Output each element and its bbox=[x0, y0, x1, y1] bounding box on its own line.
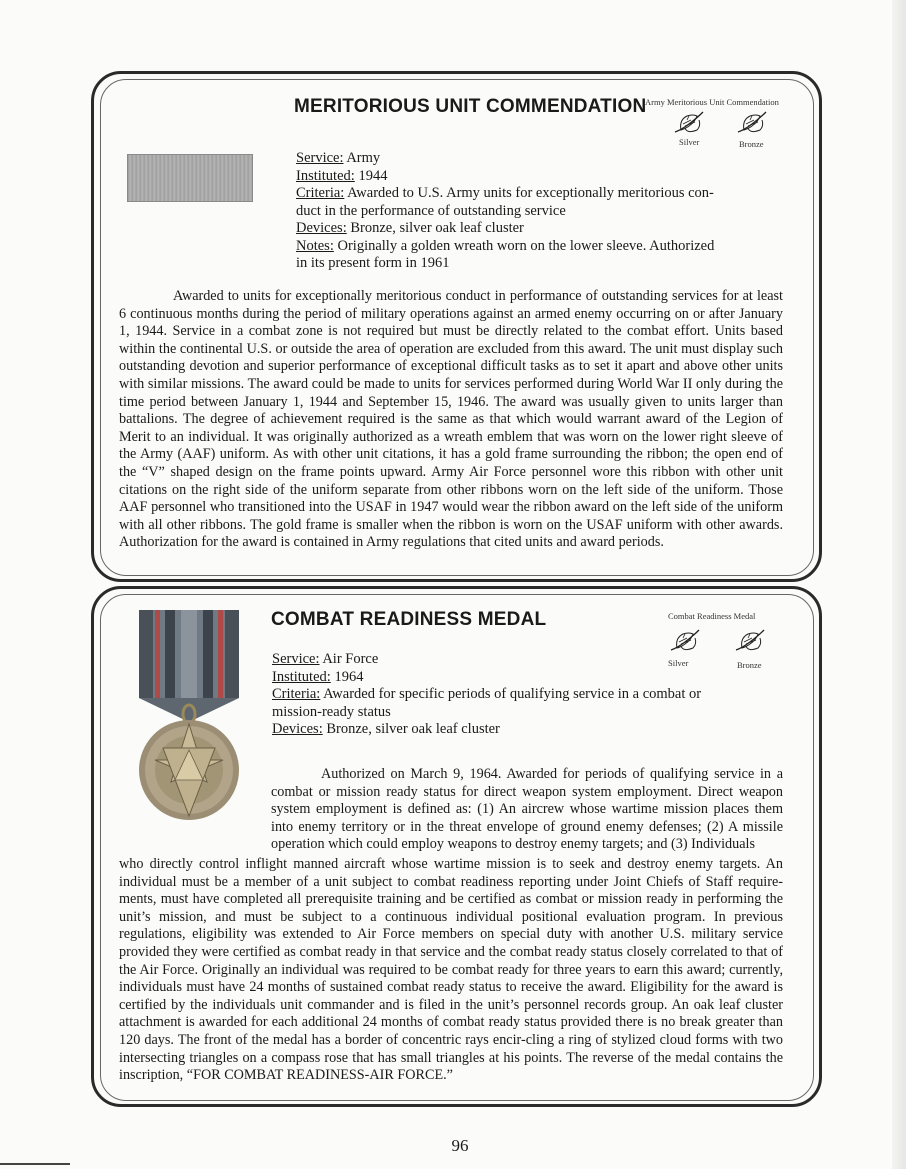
mu-fact-line: in its present form in 1961 bbox=[296, 255, 450, 271]
bottom-rule bbox=[0, 1163, 70, 1165]
mu-title: MERITORIOUS UNIT COMMENDATION bbox=[294, 96, 647, 117]
cr-fact-line: mission-ready status bbox=[272, 703, 391, 720]
cr-fact-line: Instituted: 1964 bbox=[272, 668, 364, 685]
mu-silver-label: Silver bbox=[679, 137, 700, 147]
cr-body-full-paragraph: who directly control inflight manned aircraft whose wartime mission is to seek and destroy enemy targets. An individual must be a member of a unit subject to combat readiness reporting under Joint Chiefs of Staff require-ments, must have completed all prerequisite training and be certified as combat or mission ready in performing the unit’s mission, and must be subject to a continuous individual positional evaluation program. In previous regulations, eligibility was extended to Air Force members on special duty with another U.S. military service provided they were certified as combat ready in that service and the combat ready status closely correlated to that of the Air Force. Originally an individual was required to be combat ready for three years to earn this award; currently, individuals must have 24 months of sustained combat ready status to receive the award. Eligibility for the award is certified by the individuals unit commander and is filed in the unit’s personnel records group. An oak leaf cluster attachment is awarded for each additional 24 months of combat ready status provided there is no break greater than 120 days. The front of the medal has a border of concentric rays encir-cling a ring of stylized cloud forms with two intersecting triangles on a compass rose that has small triangles at his points. The reverse of the medal contains the inscription, “FOR COMBAT READINESS-AIR FORCE.” bbox=[119, 856, 783, 1084]
cr-device-caption: Combat Readiness Medal bbox=[668, 611, 756, 621]
cr-bronze-oak-leaf-icon bbox=[734, 628, 766, 654]
cr-fact-line: Criteria: Awarded for specific periods of qualifying service in a combat or bbox=[272, 686, 702, 702]
mu-fact-line: Instituted: 1944 bbox=[296, 167, 388, 184]
page-number: 96 bbox=[451, 1136, 469, 1155]
cr-title: COMBAT READINESS MEDAL bbox=[271, 609, 547, 630]
page-edge bbox=[892, 0, 906, 1169]
cr-facts bbox=[272, 651, 701, 739]
cr-body-side-paragraph: Authorized on March 9, 1964. Awarded for periods of qualifying service in a combat or mission ready status for direct weapon system employment. Direct weapon system employment is defined as: (1) An aircrew whose wartime mission places them into enemy territory or in the threat envelope of ground enemy defenses; (2) A missile operation which could employ weapons to destroy enemy targets; and (3) Individuals bbox=[271, 766, 783, 853]
mu-silver-oak-leaf-icon bbox=[673, 110, 705, 136]
mu-bronze-label: Bronze bbox=[739, 139, 764, 149]
mu-ribbon-image bbox=[127, 154, 253, 202]
combat-readiness-medal-image bbox=[133, 610, 245, 840]
cr-fact-line: Devices: Bronze, silver oak leaf cluster bbox=[272, 721, 500, 737]
mu-facts bbox=[296, 150, 714, 273]
mu-fact-line: duct in the performance of outstanding service bbox=[296, 202, 566, 219]
mu-body-paragraph: Awarded to units for exceptionally meritorious conduct in performance of outstanding services for at least 6 continuous months during the period of military operations against an armed enemy occurring on or after January 1, 1944. Service in a combat zone is not required but must be directly related to the combat effort. Units based within the continental U.S. or outside the area of operation are excluded from this award. The unit must display such outstanding devotion and superior performance of exceptional difficult tasks as to set it apart and above other units with similar missions. The award could be made to units for services performed during World War II only during the time period between January 1, 1944 and September 15, 1946. The award was usually given to units larger than battalions. The degree of achievement required is the same as that which would warrant award of the Legion of Merit to an individual. It was originally authorized as a wreath emblem that was worn on the lower right sleeve of the Army (AAF) uniform. As with other unit citations, it has a gold frame surrounding the ribbon; the open end of the “V” shaped design on the frame points upward. Army Air Force personnel wore this ribbon with other unit citations on the right side of the uniform separate from other ribbons worn on the left side of the uniform. Those AAF personnel who transitioned into the USAF in 1947 would wear the ribbon award on the left side of the uniform with all other ribbons. The gold frame is smaller when the ribbon is worn on the USAF uniform with other awards. Authorization for the award is contained in Army regulations that cited units and award periods. bbox=[119, 288, 783, 551]
mu-device-caption: Army Meritorious Unit Commendation bbox=[645, 97, 779, 107]
mu-fact-line: Criteria: Awarded to U.S. Army units for exceptionally meritorious con- bbox=[296, 185, 714, 201]
mu-fact-line: Devices: Bronze, silver oak leaf cluster bbox=[296, 220, 524, 236]
mu-bronze-oak-leaf-icon bbox=[736, 110, 768, 136]
mu-fact-line: Service: Army bbox=[296, 150, 381, 166]
cr-bronze-label: Bronze bbox=[737, 660, 762, 670]
cr-silver-label: Silver bbox=[668, 658, 689, 668]
mu-fact-line: Notes: Originally a golden wreath worn on the lower sleeve. Authorized bbox=[296, 237, 715, 254]
cr-fact-line: Service: Air Force bbox=[272, 651, 379, 667]
